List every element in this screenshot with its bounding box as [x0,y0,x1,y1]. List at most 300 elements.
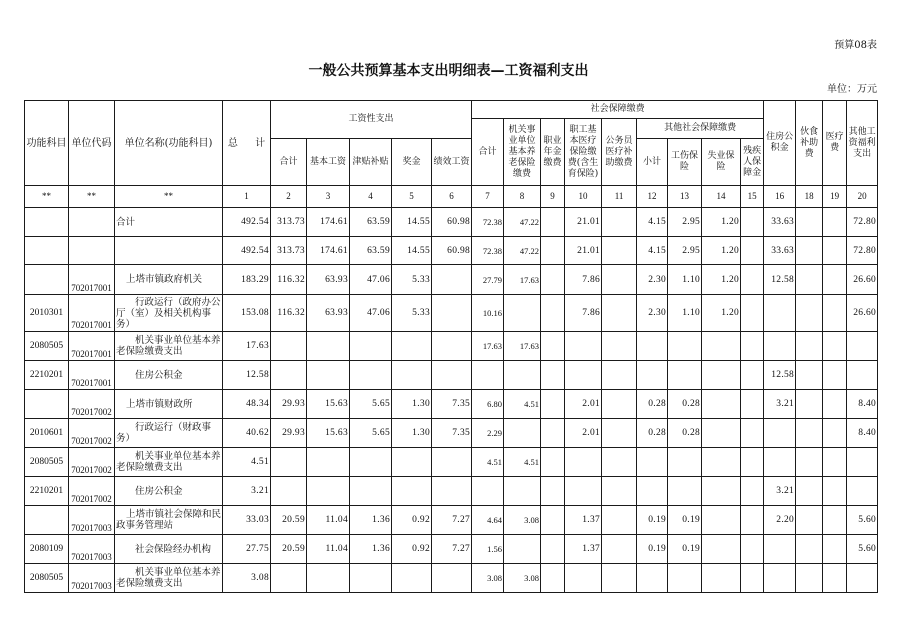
annuity-cell [541,419,565,448]
unemployment-insurance-cell [702,564,741,593]
column-number: 20 [847,186,878,208]
func-code-cell: 2080505 [25,448,69,477]
meal-allowance-cell [796,419,823,448]
unit-name-cell: 机关事业单位基本养老保险缴费支出 [115,564,223,593]
other-social-subtotal-cell: 2.30 [637,265,668,295]
other-welfare-cell [847,477,878,506]
basic-salary-cell [307,477,350,506]
bonus-cell: 14.55 [392,237,432,265]
annuity-cell [541,564,565,593]
civil-medical-cell [602,295,637,332]
other-welfare-cell: 8.40 [847,419,878,448]
housing-fund-cell: 33.63 [764,208,796,237]
func-code-cell: 2210201 [25,477,69,506]
bonus-cell: 0.92 [392,506,432,535]
disability-fund-cell [741,535,764,564]
medical-insurance-cell: 7.86 [565,295,602,332]
unemployment-insurance-cell [702,332,741,361]
injury-insurance-cell: 0.19 [668,506,702,535]
medical-expense-cell [823,506,847,535]
column-number: 16 [764,186,796,208]
col-header-other-social-subtotal: 小计 [637,139,668,186]
housing-fund-cell: 2.20 [764,506,796,535]
pension-cell: 47.22 [504,237,541,265]
unit-code-cell: 702017002 [69,477,115,506]
meal-allowance-cell [796,448,823,477]
civil-medical-cell [602,332,637,361]
other-social-subtotal-cell [637,564,668,593]
unemployment-insurance-cell [702,477,741,506]
other-social-subtotal-cell: 4.15 [637,208,668,237]
medical-expense-cell [823,237,847,265]
bonus-cell [392,361,432,390]
annuity-cell [541,332,565,361]
bonus-cell [392,332,432,361]
table-row [25,419,878,448]
civil-medical-cell [602,208,637,237]
table-row [25,237,878,265]
column-number: 9 [541,186,565,208]
col-header-social-subtotal: 合计 [472,119,504,186]
pension-cell [504,477,541,506]
unemployment-insurance-cell [702,419,741,448]
unemployment-insurance-cell: 1.20 [702,237,741,265]
pension-cell [504,535,541,564]
column-number: 7 [472,186,504,208]
unit-code-cell [69,208,115,237]
other-social-subtotal-cell: 2.30 [637,295,668,332]
disability-fund-cell [741,419,764,448]
basic-salary-cell [307,564,350,593]
allowance-cell [350,477,392,506]
column-number: 1 [223,186,271,208]
unit-code-cell: 702017001 [69,361,115,390]
col-header-medical-insurance: 职工基本医疗保险缴费(含生育保险) [565,119,602,186]
unit-code-cell: 702017002 [69,419,115,448]
medical-expense-cell [823,477,847,506]
column-number: 15 [741,186,764,208]
pension-cell: 17.63 [504,265,541,295]
injury-insurance-cell [668,332,702,361]
salary-subtotal-cell: 29.93 [271,390,307,419]
unemployment-insurance-cell [702,390,741,419]
injury-insurance-cell: 1.10 [668,265,702,295]
func-code-cell: 2010301 [25,295,69,332]
disability-fund-cell [741,237,764,265]
social-subtotal-cell: 27.79 [472,265,504,295]
col-header-disability-fund: 残疾人保障金 [741,139,764,186]
injury-insurance-cell [668,361,702,390]
unemployment-insurance-cell [702,535,741,564]
medical-expense-cell [823,564,847,593]
medical-insurance-cell [565,448,602,477]
bonus-cell: 0.92 [392,535,432,564]
bonus-cell: 5.33 [392,295,432,332]
func-code-cell [25,390,69,419]
unit-code-cell: 702017002 [69,448,115,477]
allowance-cell: 47.06 [350,295,392,332]
other-social-subtotal-cell: 4.15 [637,237,668,265]
col-header-unemployment-insurance: 失业保险 [702,139,741,186]
annuity-cell [541,295,565,332]
annuity-cell [541,237,565,265]
column-number: 14 [702,186,741,208]
salary-subtotal-cell [271,448,307,477]
salary-subtotal-cell: 20.59 [271,506,307,535]
basic-salary-cell: 11.04 [307,535,350,564]
column-number: 5 [392,186,432,208]
unit-code-cell: 702017001 [69,332,115,361]
housing-fund-cell [764,535,796,564]
performance-pay-cell [432,361,472,390]
column-number: 18 [796,186,823,208]
basic-salary-cell: 174.61 [307,237,350,265]
unemployment-insurance-cell: 1.20 [702,265,741,295]
allowance-cell [350,361,392,390]
pension-cell [504,295,541,332]
table-row [25,295,878,332]
medical-insurance-cell: 21.01 [565,208,602,237]
salary-subtotal-cell: 116.32 [271,295,307,332]
performance-pay-cell: 7.27 [432,506,472,535]
disability-fund-cell [741,332,764,361]
allowance-cell: 63.59 [350,237,392,265]
housing-fund-cell: 12.58 [764,361,796,390]
column-number: 6 [432,186,472,208]
func-code-cell [25,506,69,535]
pension-cell [504,419,541,448]
civil-medical-cell [602,419,637,448]
meal-allowance-cell [796,237,823,265]
page-title: 一般公共预算基本支出明细表—工资福利支出 [308,63,589,79]
col-header-unit-name: 单位名称(功能科目) [115,101,223,186]
performance-pay-cell: 60.98 [432,208,472,237]
unit-label: 单位：万元 [827,84,877,95]
column-number: 2 [271,186,307,208]
basic-salary-cell [307,448,350,477]
func-code-cell: 2080505 [25,332,69,361]
civil-medical-cell [602,564,637,593]
civil-medical-cell [602,448,637,477]
other-social-subtotal-cell [637,477,668,506]
allowance-cell: 1.36 [350,506,392,535]
other-welfare-cell: 8.40 [847,390,878,419]
civil-medical-cell [602,237,637,265]
performance-pay-cell [432,295,472,332]
bonus-cell: 5.33 [392,265,432,295]
injury-insurance-cell [668,448,702,477]
unit-code-cell: 702017003 [69,564,115,593]
pension-cell: 3.08 [504,564,541,593]
group-header-other-social: 其他社会保障缴费 [637,119,764,139]
housing-fund-cell: 3.21 [764,477,796,506]
medical-insurance-cell [565,332,602,361]
total-cell: 27.75 [223,535,271,564]
disability-fund-cell [741,265,764,295]
func-code-cell [25,208,69,237]
column-number: 13 [668,186,702,208]
meal-allowance-cell [796,477,823,506]
unit-name-cell [115,237,223,265]
func-code-cell: 2210201 [25,361,69,390]
pension-cell: 4.51 [504,390,541,419]
disability-fund-cell [741,295,764,332]
injury-insurance-cell [668,477,702,506]
unemployment-insurance-cell [702,506,741,535]
disability-fund-cell [741,564,764,593]
other-welfare-cell: 72.80 [847,208,878,237]
injury-insurance-cell: 0.19 [668,535,702,564]
column-number: 8 [504,186,541,208]
civil-medical-cell [602,361,637,390]
annuity-cell [541,361,565,390]
col-header-injury-insurance: 工伤保险 [668,139,702,186]
basic-salary-cell [307,332,350,361]
salary-subtotal-cell [271,477,307,506]
unemployment-insurance-cell: 1.20 [702,295,741,332]
injury-insurance-cell [668,564,702,593]
column-number: 11 [602,186,637,208]
unemployment-insurance-cell [702,361,741,390]
unemployment-insurance-cell: 1.20 [702,208,741,237]
col-header-salary-subtotal: 合计 [271,139,307,186]
total-cell: 12.58 [223,361,271,390]
other-social-subtotal-cell [637,332,668,361]
medical-insurance-cell [565,477,602,506]
other-welfare-cell: 26.60 [847,295,878,332]
housing-fund-cell: 12.58 [764,265,796,295]
injury-insurance-cell: 0.28 [668,390,702,419]
disability-fund-cell [741,448,764,477]
other-welfare-cell: 5.60 [847,506,878,535]
medical-expense-cell [823,361,847,390]
performance-pay-cell [432,564,472,593]
unit-name-cell: 上塔市镇财政所 [115,390,223,419]
total-cell: 3.08 [223,564,271,593]
unit-name-cell: 机关事业单位基本养老保险缴费支出 [115,332,223,361]
col-header-meal-allowance: 伙食补助费 [796,101,823,186]
total-cell: 3.21 [223,477,271,506]
performance-pay-cell: 7.35 [432,390,472,419]
col-header-pension: 机关事业单位基本养老保险缴费 [504,119,541,186]
meal-allowance-cell [796,564,823,593]
other-social-subtotal-cell: 0.19 [637,535,668,564]
column-number: ** [115,186,223,208]
basic-salary-cell: 11.04 [307,506,350,535]
social-subtotal-cell: 1.56 [472,535,504,564]
table-row [25,535,878,564]
other-social-subtotal-cell [637,448,668,477]
unit-name-cell: 机关事业单位基本养老保险缴费支出 [115,448,223,477]
salary-subtotal-cell: 20.59 [271,535,307,564]
salary-subtotal-cell [271,361,307,390]
func-code-cell: 2080109 [25,535,69,564]
annuity-cell [541,265,565,295]
housing-fund-cell [764,295,796,332]
allowance-cell [350,564,392,593]
col-header-performance-pay: 绩效工资 [432,139,472,186]
medical-insurance-cell: 1.37 [565,535,602,564]
bonus-cell: 14.55 [392,208,432,237]
annuity-cell [541,390,565,419]
medical-expense-cell [823,390,847,419]
unit-name-cell: 社会保险经办机构 [115,535,223,564]
medical-expense-cell [823,332,847,361]
basic-salary-cell: 15.63 [307,390,350,419]
annuity-cell [541,208,565,237]
unit-name-cell: 行政运行（政府办公厅（室）及相关机构事务） [116,296,221,330]
medical-insurance-cell: 21.01 [565,237,602,265]
performance-pay-cell [432,448,472,477]
medical-expense-cell [823,208,847,237]
unit-name-cell: 住房公积金 [115,361,223,390]
disability-fund-cell [741,477,764,506]
col-header-other-welfare: 其他工资福利支出 [847,101,878,186]
unit-code-cell: 702017001 [69,265,115,295]
meal-allowance-cell [796,361,823,390]
unit-name-cell: 住房公积金 [115,477,223,506]
medical-expense-cell [823,265,847,295]
unit-name-cell: 上塔市镇社会保障和民政事务管理站 [115,506,223,535]
other-welfare-cell: 5.60 [847,535,878,564]
civil-medical-cell [602,265,637,295]
bonus-cell: 1.30 [392,390,432,419]
basic-salary-cell: 63.93 [307,265,350,295]
medical-expense-cell [823,448,847,477]
injury-insurance-cell: 1.10 [668,295,702,332]
unit-name-cell: 上塔市镇政府机关 [115,265,223,295]
table-row [25,564,878,593]
salary-subtotal-cell [271,332,307,361]
total-cell: 40.62 [223,419,271,448]
pension-cell: 47.22 [504,208,541,237]
other-social-subtotal-cell: 0.19 [637,506,668,535]
column-number: 12 [637,186,668,208]
medical-expense-cell [823,535,847,564]
performance-pay-cell [432,477,472,506]
column-number-row [25,186,878,208]
annuity-cell [541,477,565,506]
other-welfare-cell: 72.80 [847,237,878,265]
func-code-cell [25,265,69,295]
table-row [25,390,878,419]
table-row [25,477,878,506]
unemployment-insurance-cell [702,448,741,477]
social-subtotal-cell: 72.38 [472,208,504,237]
group-header-salary: 工资性支出 [271,101,472,139]
bonus-cell [392,448,432,477]
housing-fund-cell [764,448,796,477]
medical-expense-cell [823,295,847,332]
injury-insurance-cell: 2.95 [668,237,702,265]
other-social-subtotal-cell: 0.28 [637,390,668,419]
social-subtotal-cell: 6.80 [472,390,504,419]
meal-allowance-cell [796,390,823,419]
medical-insurance-cell: 2.01 [565,419,602,448]
medical-insurance-cell: 7.86 [565,265,602,295]
allowance-cell: 5.65 [350,419,392,448]
table-row [25,361,878,390]
meal-allowance-cell [796,332,823,361]
col-header-allowance: 津贴补贴 [350,139,392,186]
annuity-cell [541,506,565,535]
column-number: ** [69,186,115,208]
col-header-annuity: 职业年金缴费 [541,119,565,186]
allowance-cell: 63.59 [350,208,392,237]
bonus-cell [392,477,432,506]
disability-fund-cell [741,506,764,535]
unit-code-cell [69,237,115,265]
other-welfare-cell [847,361,878,390]
column-number: 10 [565,186,602,208]
meal-allowance-cell [796,208,823,237]
social-subtotal-cell: 10.16 [472,295,504,332]
performance-pay-cell [432,265,472,295]
salary-subtotal-cell: 116.32 [271,265,307,295]
civil-medical-cell [602,506,637,535]
salary-subtotal-cell [271,564,307,593]
social-subtotal-cell: 17.63 [472,332,504,361]
medical-insurance-cell [565,564,602,593]
performance-pay-cell: 7.35 [432,419,472,448]
other-welfare-cell [847,332,878,361]
table-body [25,208,878,593]
social-subtotal-cell [472,361,504,390]
unit-code-cell: 702017001 [69,295,115,332]
social-subtotal-cell: 4.51 [472,448,504,477]
injury-insurance-cell: 2.95 [668,208,702,237]
col-header-unit-code: 单位代码 [69,101,115,186]
pension-cell: 17.63 [504,332,541,361]
social-subtotal-cell [472,477,504,506]
unit-code-cell: 702017003 [69,535,115,564]
salary-subtotal-cell: 29.93 [271,419,307,448]
housing-fund-cell: 33.63 [764,237,796,265]
allowance-cell: 47.06 [350,265,392,295]
disability-fund-cell [741,361,764,390]
bonus-cell: 1.30 [392,419,432,448]
allowance-cell [350,332,392,361]
medical-insurance-cell: 2.01 [565,390,602,419]
func-code-cell: 2080505 [25,564,69,593]
meal-allowance-cell [796,265,823,295]
basic-salary-cell [307,361,350,390]
salary-welfare-table [24,100,878,593]
other-welfare-cell [847,448,878,477]
column-number: 3 [307,186,350,208]
pension-cell [504,361,541,390]
civil-medical-cell [602,477,637,506]
col-header-bonus: 奖金 [392,139,432,186]
allowance-cell [350,448,392,477]
disability-fund-cell [741,390,764,419]
table-row [25,208,878,237]
total-cell: 492.54 [223,237,271,265]
unit-name-cell: 行政运行（财政事务） [115,419,223,448]
disability-fund-cell [741,208,764,237]
total-cell: 4.51 [223,448,271,477]
basic-salary-cell: 174.61 [307,208,350,237]
housing-fund-cell [764,564,796,593]
other-welfare-cell: 26.60 [847,265,878,295]
total-cell: 17.63 [223,332,271,361]
performance-pay-cell: 60.98 [432,237,472,265]
basic-salary-cell: 15.63 [307,419,350,448]
medical-expense-cell [823,419,847,448]
total-cell: 153.08 [223,295,271,332]
meal-allowance-cell [796,295,823,332]
table-row [25,332,878,361]
